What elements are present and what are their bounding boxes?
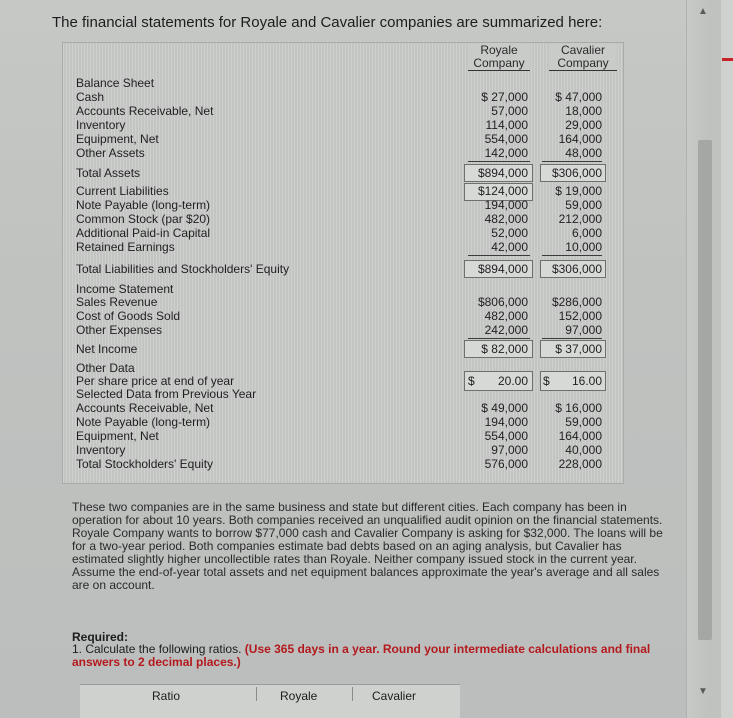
- cavalier-net-income: $ 37,000: [555, 342, 602, 356]
- subtotal-rule: [542, 255, 602, 256]
- cavalier-value: 59,000: [565, 415, 602, 429]
- royale-value: $806,000: [477, 295, 528, 309]
- cavalier-value: $286,000: [551, 295, 602, 309]
- rounding-instruction: (Use 365 days in a year. Round your intermediate calculations and final answers to 2 decimal places.): [72, 642, 651, 669]
- row-total-assets-label: Total Assets: [76, 166, 141, 180]
- row-label: Additional Paid-in Capital: [76, 226, 211, 240]
- cavalier-value: 228,000: [558, 457, 602, 471]
- royale-share-price: 20.00: [497, 374, 528, 388]
- subtotal-rule: [542, 161, 602, 162]
- cavalier-value: 29,000: [565, 118, 602, 132]
- row-label: Note Payable (long-term): [76, 415, 211, 429]
- cavalier-value: 59,000: [565, 198, 602, 212]
- row-label: Equipment, Net: [76, 132, 159, 146]
- cavalier-value: $ 16,000: [555, 401, 602, 415]
- red-edge-mark: [722, 58, 733, 61]
- row-label: Accounts Receivable, Net: [76, 104, 214, 118]
- cavalier-answer-column-header: Cavalier: [372, 689, 417, 703]
- row-label: Other Assets: [76, 146, 145, 160]
- column-separator: [256, 687, 257, 701]
- cavalier-value: $ 47,000: [555, 90, 602, 104]
- royale-value: 114,000: [485, 118, 528, 132]
- subtotal-rule: [468, 338, 530, 339]
- row-label: Current Liabilities: [76, 184, 169, 198]
- cavalier-total-liabilities: $306,000: [551, 262, 602, 276]
- case-description: These two companies are in the same business and state but different cities. Each company has been in operation for about 10 years. Both companies received an unqualified audit opinion on the financial statements. Royale Company wants to borrow $77,000 cash and Cavalier Company is asking for $32,000. The loans will be for a two-year period. Both companies estimate bad debts based on an aging analysis, but Cavalier has estimated slightly higher uncollectible rates than Royale. Neither company issued stock in the current year. Assume the end-of-year total assets and net equipment balances approximate the year's average and all sales are on account.: [72, 500, 663, 592]
- royale-header-line2: Company: [468, 57, 530, 71]
- row-label: Total Stockholders' Equity: [76, 457, 214, 471]
- row-net-income-label: Net Income: [76, 342, 138, 356]
- scroll-down-icon[interactable]: ▼: [698, 686, 708, 697]
- column-separator: [352, 687, 353, 701]
- royale-header-line1: Royale: [480, 43, 518, 57]
- problem-headline: The financial statements for Royale and Cavalier companies are summarized here:: [52, 14, 603, 31]
- royale-value: 554,000: [484, 132, 528, 146]
- cavalier-value: 48,000: [565, 146, 602, 160]
- cavalier-share-price: 16.00: [571, 374, 602, 388]
- section-other-data: Other Data: [76, 361, 135, 375]
- row-label: Cost of Goods Sold: [76, 309, 181, 323]
- row-label: Accounts Receivable, Net: [76, 401, 214, 415]
- subtotal-rule: [468, 255, 530, 256]
- royale-value: 142,000: [484, 146, 528, 160]
- row-label: Sales Revenue: [76, 295, 158, 309]
- row-label: Inventory: [76, 118, 126, 132]
- royale-value: 482,000: [484, 309, 528, 323]
- royale-value: 57,000: [491, 104, 528, 118]
- royale-value: $ 49,000: [481, 401, 528, 415]
- royale-total-assets: $894,000: [477, 166, 528, 180]
- royale-total-liabilities: $894,000: [477, 262, 528, 276]
- cavalier-value: 152,000: [558, 309, 602, 323]
- cavalier-value: 10,000: [565, 240, 602, 254]
- royale-answer-column-header: Royale: [280, 689, 318, 703]
- cavalier-price-sign: $: [543, 374, 550, 388]
- row-label: Retained Earnings: [76, 240, 175, 254]
- required-task: 1. Calculate the following ratios.: [72, 642, 242, 656]
- royale-value: $124,000: [477, 184, 528, 198]
- subtotal-rule: [542, 338, 602, 339]
- cavalier-value: 164,000: [558, 132, 602, 146]
- scrollbar-thumb[interactable]: [698, 140, 712, 640]
- required-heading: Required:: [72, 630, 129, 644]
- row-label: Equipment, Net: [76, 429, 159, 443]
- cavalier-header-line1: Cavalier: [560, 43, 605, 57]
- subtotal-rule: [468, 161, 530, 162]
- royale-value: 52,000: [491, 226, 528, 240]
- cavalier-column-header: [549, 44, 617, 71]
- row-label: Other Expenses: [76, 323, 163, 337]
- ratio-column-header: Ratio: [152, 689, 181, 703]
- required-instructions: [72, 643, 672, 669]
- royale-value: 42,000: [491, 240, 528, 254]
- cavalier-value: 6,000: [571, 226, 602, 240]
- cavalier-value: 40,000: [565, 443, 602, 457]
- cavalier-header-line2: Company: [549, 57, 617, 71]
- section-balance-sheet: Balance Sheet: [76, 76, 155, 90]
- royale-value: 242,000: [484, 323, 528, 337]
- previous-year-heading: Selected Data from Previous Year: [76, 387, 257, 401]
- scroll-up-icon[interactable]: ▲: [698, 6, 708, 17]
- row-total-liabilities-label: Total Liabilities and Stockholders' Equity: [76, 262, 290, 276]
- row-label: Cash: [76, 90, 105, 104]
- per-share-price-label: Per share price at end of year: [76, 374, 235, 388]
- royale-value: 482,000: [484, 212, 528, 226]
- royale-price-sign: $: [468, 374, 475, 388]
- row-label: Inventory: [76, 443, 126, 457]
- cavalier-total-assets: $306,000: [551, 166, 602, 180]
- section-income-statement: Income Statement: [76, 282, 174, 296]
- royale-net-income: $ 82,000: [481, 342, 528, 356]
- royale-value: $ 27,000: [481, 90, 528, 104]
- cavalier-value: 164,000: [558, 429, 602, 443]
- answer-table-header: [80, 684, 460, 718]
- cavalier-value: 212,000: [558, 212, 602, 226]
- royale-value: 194,000: [484, 415, 528, 429]
- royale-value: 194,000: [484, 198, 528, 212]
- cavalier-value: 97,000: [565, 323, 602, 337]
- royale-value: 554,000: [484, 429, 528, 443]
- row-label: Note Payable (long-term): [76, 198, 211, 212]
- cavalier-value: $ 19,000: [555, 184, 602, 198]
- royale-value: 576,000: [484, 457, 528, 471]
- cavalier-value: 18,000: [565, 104, 602, 118]
- row-label: Common Stock (par $20): [76, 212, 211, 226]
- royale-column-header: [468, 44, 530, 71]
- right-edge-strip: [720, 0, 733, 718]
- royale-value: 97,000: [491, 443, 528, 457]
